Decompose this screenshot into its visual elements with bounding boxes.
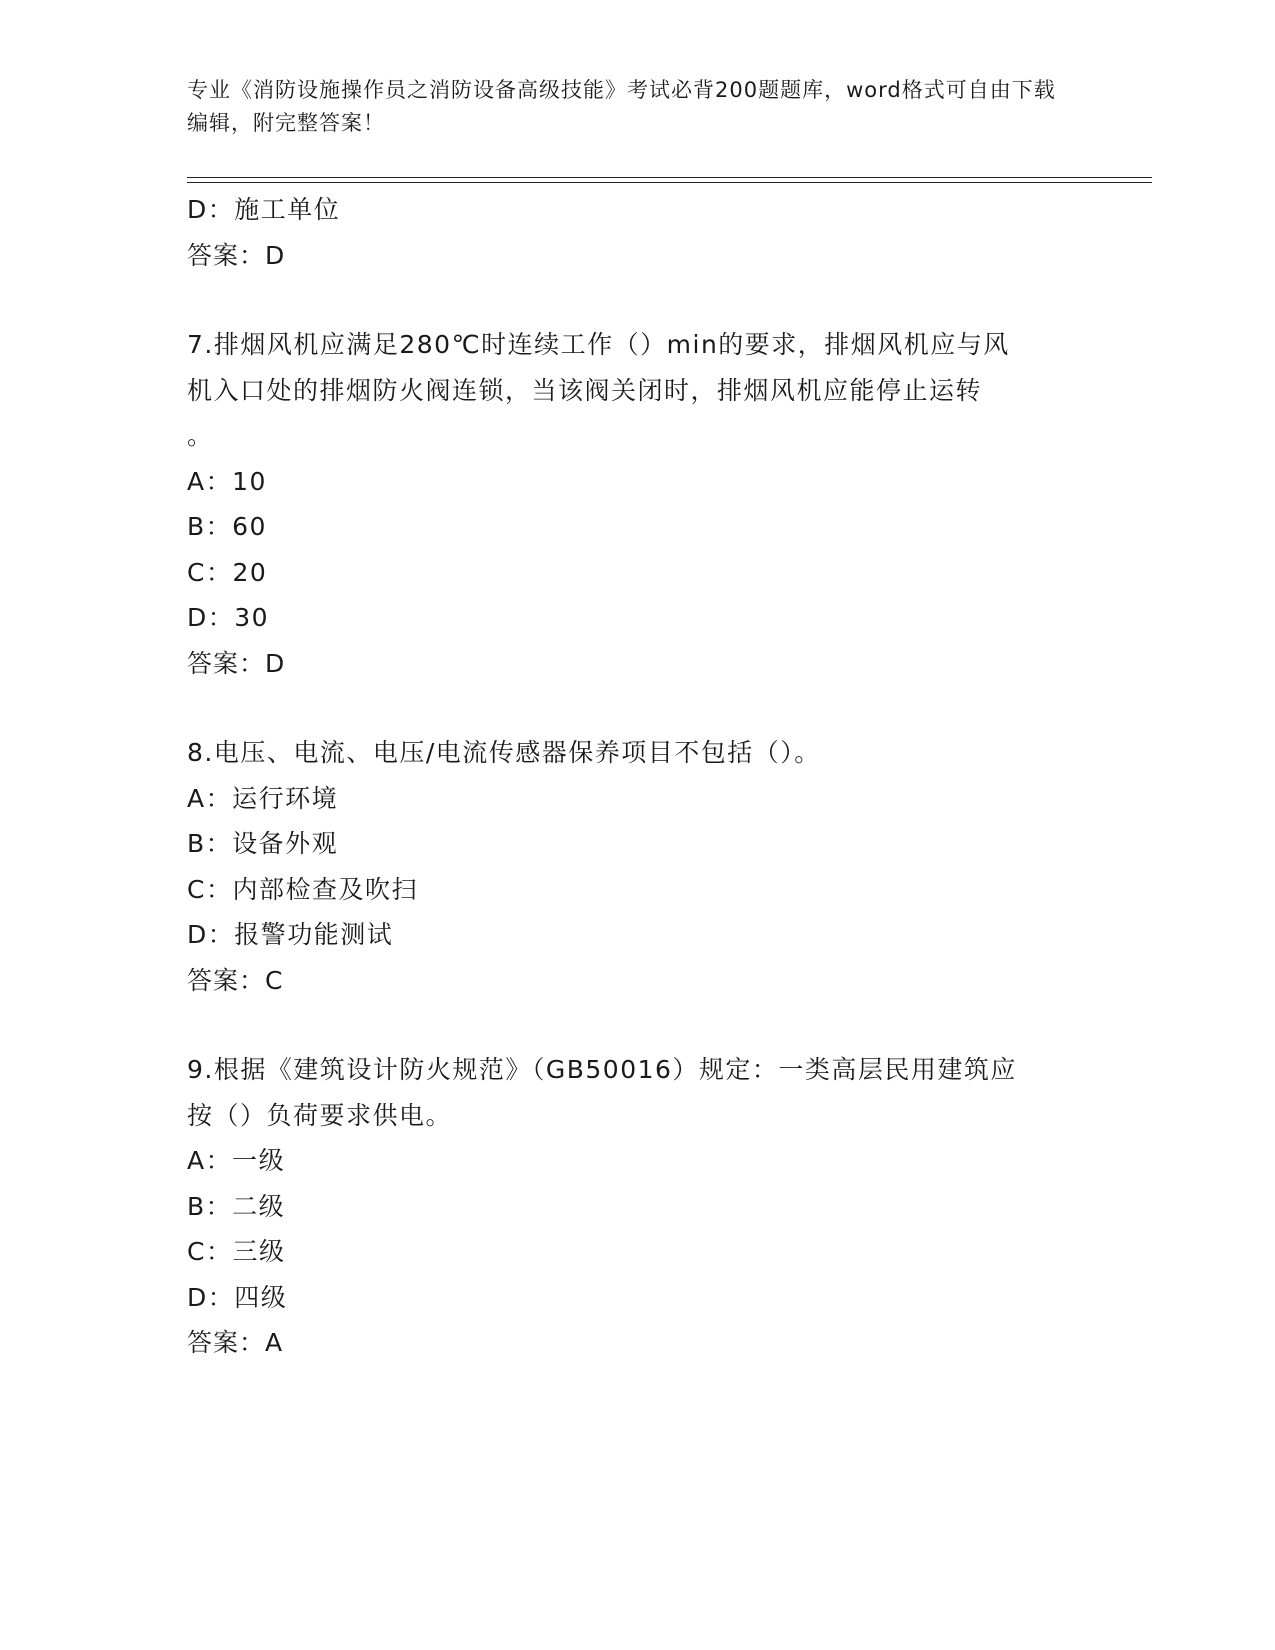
question-text-line-2: 机入口处的排烟防火阀连锁，当该阀关闭时，排烟风机应能停止运转	[187, 375, 983, 405]
option-b: B：二级	[187, 1191, 286, 1221]
option-a: A：10	[187, 466, 267, 496]
option-d: D：30	[187, 603, 270, 632]
option-b: B：设备外观	[187, 829, 339, 858]
spacer	[187, 686, 1087, 730]
question-text-line-1: 9.根据《建筑设计防火规范》（GB50016）规定：一类高层民用建筑应	[187, 1055, 1017, 1084]
question-text-line-3: 。	[187, 421, 214, 450]
question-text-line-2: 按（）负荷要求供电。	[187, 1100, 453, 1130]
option-d: D：四级	[187, 1282, 288, 1312]
answer-line: 答案：D	[187, 240, 286, 270]
prev-question-tail	[187, 187, 1087, 278]
spacer	[187, 1003, 1087, 1047]
question-9	[187, 1047, 1087, 1366]
header-divider-bottom	[187, 182, 1152, 183]
document-header	[187, 74, 1067, 140]
option-c: C：内部检查及吹扫	[187, 874, 418, 904]
question-7	[187, 322, 1087, 686]
option-a: A：一级	[187, 1146, 286, 1175]
option-c: C：三级	[187, 1237, 286, 1266]
answer-line: 答案：C	[187, 965, 284, 995]
option-c: C：20	[187, 557, 268, 587]
question-8	[187, 730, 1087, 1003]
spacer	[187, 278, 1087, 322]
option-a: A：运行环境	[187, 783, 339, 813]
option-d: D：施工单位	[187, 195, 341, 224]
header-text: 专业《消防设施操作员之消防设备高级技能》考试必背200题题库，word格式可自由下载编辑，附完整答案！	[187, 78, 1056, 135]
answer-line: 答案：D	[187, 648, 286, 678]
question-list	[187, 187, 1087, 1366]
question-text-line-1: 8.电压、电流、电压/电流传感器保养项目不包括（）。	[187, 738, 821, 767]
question-text-line-1: 7.排烟风机应满足280℃时连续工作（）min的要求，排烟风机应与风	[187, 330, 1010, 359]
option-b: B：60	[187, 512, 267, 541]
answer-line: 答案：A	[187, 1328, 284, 1357]
header-divider-top	[187, 177, 1152, 178]
option-d: D：报警功能测试	[187, 920, 394, 949]
